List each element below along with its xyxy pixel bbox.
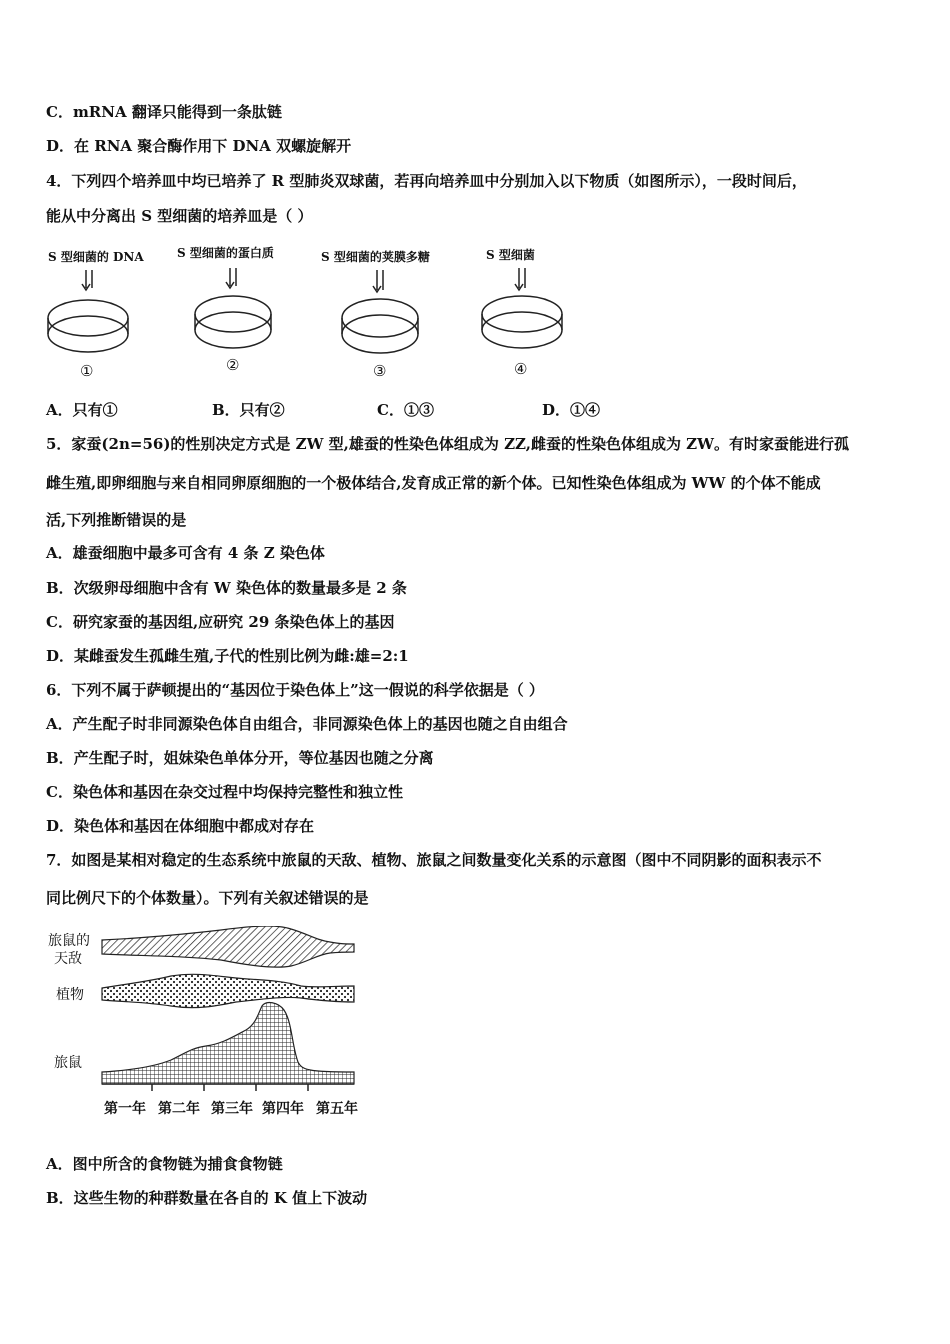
q4-option-b: B．只有② — [212, 401, 285, 419]
dish-4-number: ④ — [514, 360, 528, 378]
population-graph-svg — [46, 926, 376, 1126]
q3-option-c: C．mRNA 翻译只能得到一条肽链 — [46, 103, 282, 121]
petri-dish-3 — [342, 270, 418, 353]
year-3: 第三年 — [211, 1101, 253, 1117]
q5-option-c: C．研究家蚕的基因组,应研究 29 条染色体上的基因 — [46, 613, 395, 631]
label-predator-line2: 天敌 — [54, 951, 82, 967]
dish-1-label: S 型细菌的 DNA — [48, 250, 144, 264]
dish-2-label: S 型细菌的蛋白质 — [177, 246, 274, 260]
year-4: 第四年 — [262, 1101, 304, 1117]
q4-stem-line1: 4．下列四个培养皿中均已培养了 R 型肺炎双球菌，若再向培养皿中分别加入以下物质（如图所示），一段时间后， — [46, 172, 807, 190]
predator-band — [102, 926, 354, 967]
q4-stem-line2: 能从中分离出 S 型细菌的培养皿是（ ） — [46, 207, 313, 225]
q6-option-b: B．产生配子时，姐妹染色单体分开，等位基因也随之分离 — [46, 749, 434, 767]
q6-stem: 6．下列不属于萨顿提出的“基因位于染色体上”这一假说的科学依据是（ ） — [46, 681, 544, 699]
dish-3-label: S 型细菌的荚膜多糖 — [321, 250, 430, 264]
q5-option-d: D．某雌蚕发生孤雌生殖,子代的性别比例为雌:雄=2:1 — [46, 647, 409, 665]
q5-stem-line3: 活,下列推断错误的是 — [46, 511, 187, 529]
q7-population-graph — [46, 926, 376, 1126]
q7-stem-line2: 同比例尺下的个体数量）。下列有关叙述错误的是 — [46, 889, 369, 907]
dish-2-number: ② — [226, 356, 240, 374]
q6-option-a: A．产生配子时非同源染色体自由组合，非同源染色体上的基因也随之自由组合 — [46, 715, 568, 733]
q7-option-b: B．这些生物的种群数量在各自的 K 值上下波动 — [46, 1189, 368, 1207]
q5-stem-line1: 5．家蚕(2n=56)的性别决定方式是 ZW 型,雄蚕的性染色体组成为 ZZ,雌蚕的性染色体组成为 ZW。有时家蚕能进行孤 — [46, 435, 849, 453]
dish-3-number: ③ — [373, 362, 387, 380]
year-1: 第一年 — [104, 1101, 146, 1117]
label-plant: 植物 — [56, 987, 84, 1003]
q4-petri-dish-figure — [40, 240, 640, 390]
q6-option-d: D．染色体和基因在体细胞中都成对存在 — [46, 817, 315, 835]
year-5: 第五年 — [316, 1101, 358, 1117]
q7-stem-line1: 7．如图是某相对稳定的生态系统中旅鼠的天敌、植物、旅鼠之间数量变化关系的示意图（图中不同阴影的面积表示不 — [46, 851, 822, 869]
dish-4-label: S 型细菌 — [486, 248, 535, 262]
q7-option-a: A．图中所含的食物链为捕食食物链 — [46, 1155, 283, 1173]
lemming-band — [102, 1003, 354, 1084]
petri-dish-4 — [482, 268, 562, 348]
plant-band — [102, 974, 354, 1007]
label-lemming: 旅鼠 — [54, 1055, 82, 1071]
q5-stem-line2: 雌生殖,即卵细胞与来自相同卵原细胞的一个极体结合,发育成正常的新个体。已知性染色体组成为 WW 的个体不能成 — [46, 474, 821, 492]
q4-option-c: C．①③ — [377, 401, 434, 419]
dish-1-number: ① — [80, 362, 94, 380]
q4-options — [46, 400, 646, 420]
petri-dish-1 — [48, 270, 128, 352]
q5-option-b: B．次级卵母细胞中含有 W 染色体的数量最多是 2 条 — [46, 579, 407, 597]
q4-option-a: A．只有① — [46, 401, 118, 419]
q4-option-d: D．①④ — [542, 401, 601, 419]
petri-dish-2 — [195, 268, 271, 348]
year-2: 第二年 — [158, 1101, 200, 1117]
label-predator-line1: 旅鼠的 — [48, 933, 90, 949]
q3-option-d: D．在 RNA 聚合酶作用下 DNA 双螺旋解开 — [46, 137, 352, 155]
q5-option-a: A．雄蚕细胞中最多可含有 4 条 Z 染色体 — [46, 544, 325, 562]
q6-option-c: C．染色体和基因在杂交过程中均保持完整性和独立性 — [46, 783, 403, 801]
